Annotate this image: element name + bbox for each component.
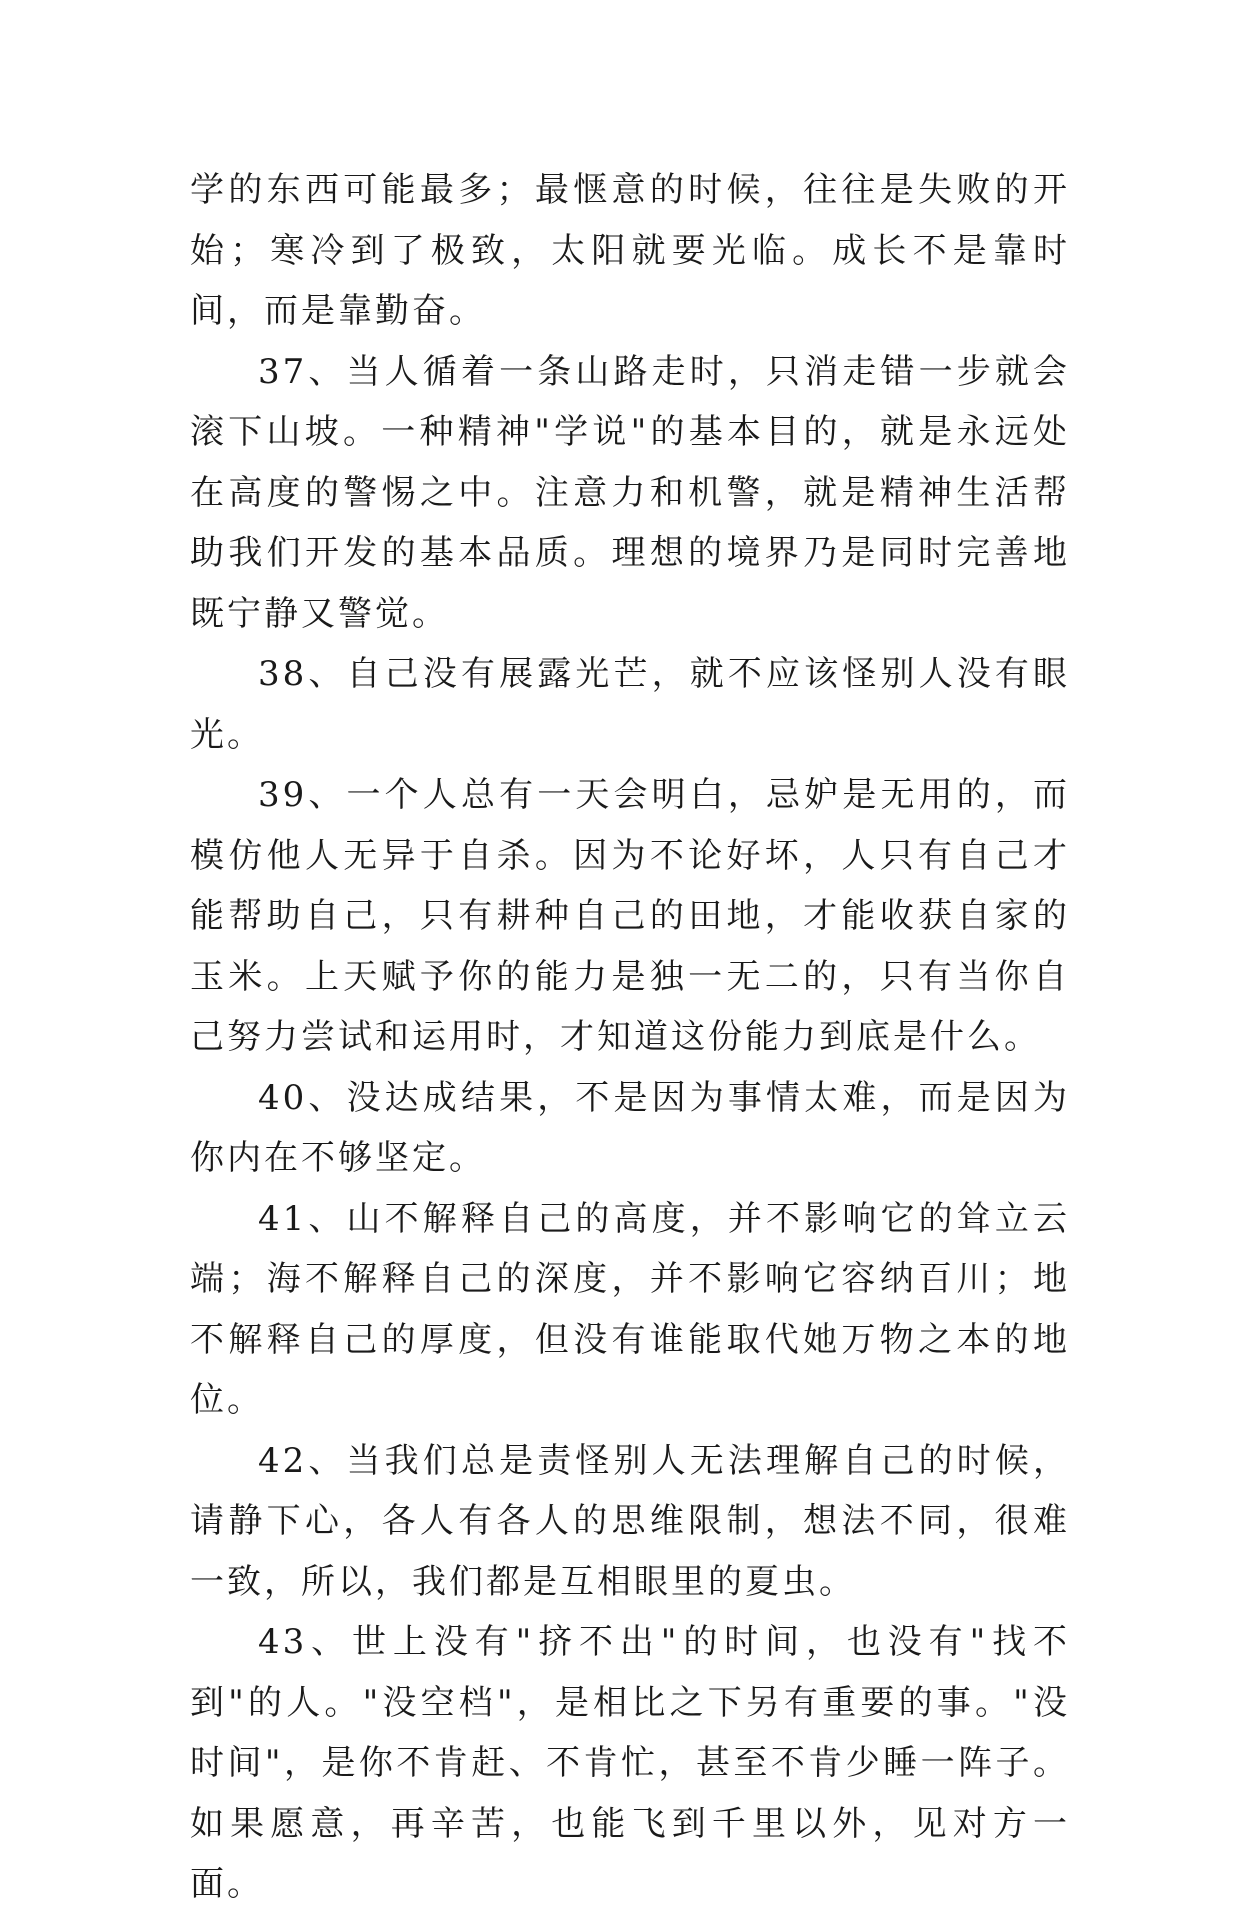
paragraph-37: 37、当人循着一条山路走时，只消走错一步就会滚下山坡。一种精神"学说"的基本目的，就是永远处在高度的警惕之中。注意力和机警，就是精神生活帮助我们开发的基本品质。理想的境界乃是同时完善地既宁静又警觉。 [190,351,1070,634]
paragraph-42: 42、当我们总是责怪别人无法理解自己的时候，请静下心，各人有各人的思维限制，想法不同，很难一致，所以，我们都是互相眼里的夏虫。 [190,1440,1070,1602]
paragraph-41: 41、山不解释自己的高度，并不影响它的耸立云端；海不解释自己的深度，并不影响它容纳百川；地不解释自己的厚度，但没有谁能取代她万物之本的地位。 [190,1198,1070,1420]
paragraph-continuation: 学的东西可能最多；最惬意的时候，往往是失败的开始；寒冷到了极致，太阳就要光临。成长不是靠时间，而是靠勤奋。 [190,170,1070,331]
document-body [190,160,1070,1915]
paragraph-40: 40、没达成结果，不是因为事情太难，而是因为你内在不够坚定。 [190,1077,1070,1178]
paragraph-39: 39、一个人总有一天会明白，忌妒是无用的，而模仿他人无异于自杀。因为不论好坏，人只有自己才能帮助自己，只有耕种自己的田地，才能收获自家的玉米。上天赋予你的能力是独一无二的，只有当你自己努力尝试和运用时，才知道这份能力到底是什么。 [190,775,1070,1057]
paragraph-43: 43、世上没有"挤不出"的时间，也没有"找不到"的人。"没空档"，是相比之下另有重要的事。"没时间"，是你不肯赶、不肯忙，甚至不肯少睡一阵子。如果愿意，再辛苦，也能飞到千里以外，见对方一面。 [190,1622,1070,1904]
paragraph-38: 38、自己没有展露光芒，就不应该怪别人没有眼光。 [190,654,1070,755]
